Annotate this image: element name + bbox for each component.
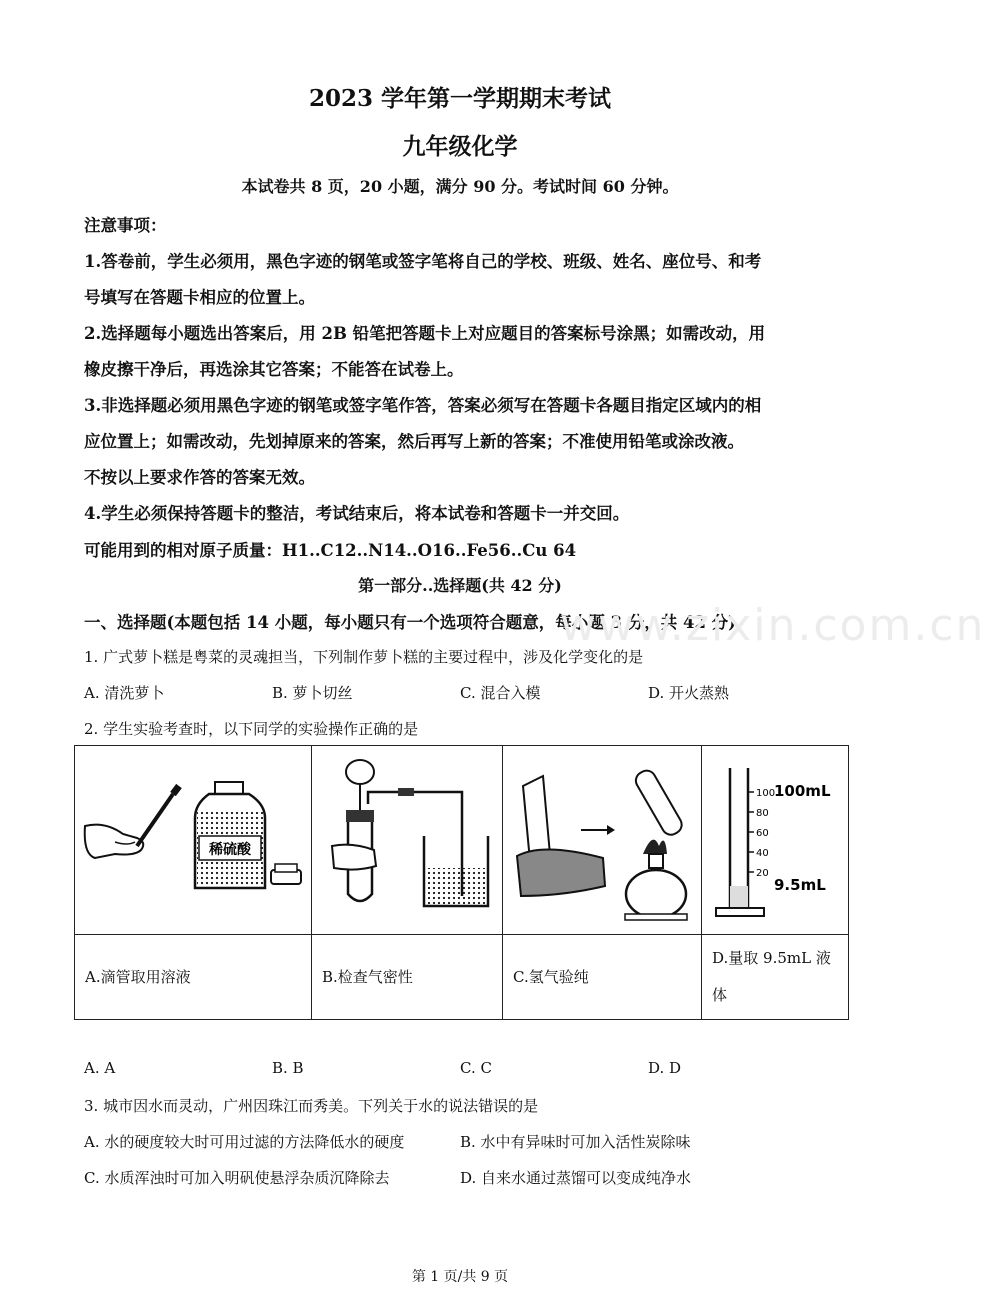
q2-option-b[interactable]: B. B: [272, 1059, 304, 1077]
notice-line: 3.非选择题必须用黑色字迹的钢笔或签字笔作答，答案必须写在答题卡各题目指定区域内的相: [84, 396, 762, 415]
figure-b-cell: [312, 746, 503, 935]
q1-option-c[interactable]: C. 混合入模: [460, 684, 541, 702]
experiment-table: [74, 745, 849, 1020]
notice-line: 4.学生必须保持答题卡的整洁，考试结束后，将本试卷和答题卡一并交回。: [84, 504, 630, 523]
dropper-bottle-illustration: [75, 746, 311, 930]
cylinder-tick-label: 60: [756, 828, 769, 839]
bottle-label: 稀硫酸: [209, 842, 251, 858]
cylinder-reading-label: 9.5mL: [774, 876, 826, 894]
caption-d: [702, 935, 849, 1020]
figure-a-cell: [75, 746, 312, 935]
q1-option-b[interactable]: B. 萝卜切丝: [272, 684, 353, 702]
caption-a: A.滴管取用溶液: [75, 935, 312, 1020]
notice-line: 号填写在答题卡相应的位置上。: [84, 288, 315, 307]
notice-line: 1.答卷前，学生必须用，黑色字迹的钢笔或签字笔将自己的学校、班级、姓名、座位号、和考: [84, 252, 762, 271]
q2-option-d[interactable]: D. D: [648, 1059, 682, 1077]
cylinder-capacity-label: 100mL: [774, 782, 831, 800]
question-3-stem: 3. 城市因水而灵动，广州因珠江而秀美。下列关于水的说法错误的是: [84, 1097, 539, 1115]
question-1-stem: 1. 广式萝卜糕是粤菜的灵魂担当，下列制作萝卜糕的主要过程中，涉及化学变化的是: [84, 648, 644, 666]
q3-option-d[interactable]: D. 自来水通过蒸馏可以变成纯净水: [460, 1169, 692, 1187]
cylinder-tick-label: 20: [756, 868, 769, 879]
q3-option-b[interactable]: B. 水中有异味时可加入活性炭除味: [460, 1133, 691, 1151]
exam-title: 2023 学年第一学期期末考试: [308, 85, 612, 112]
page-number: 第 1 页/共 9 页: [411, 1269, 509, 1285]
exam-info: 本试卷共 8 页，20 小题，满分 90 分。考试时间 60 分钟。: [241, 177, 679, 196]
notice-line: 2.选择题每小题选出答案后，用 2B 铅笔把答题卡上对应题目的答案标号涂黑；如需改动，用: [84, 324, 766, 343]
airtightness-illustration: [312, 746, 502, 930]
notice-line: 橡皮擦干净后，再选涂其它答案；不能答在试卷上。: [84, 360, 464, 379]
figure-c-cell: [503, 746, 702, 935]
q3-option-c[interactable]: C. 水质浑浊时可加入明矾使悬浮杂质沉降除去: [84, 1169, 390, 1187]
exam-subject: 九年级化学: [402, 133, 518, 160]
atomic-mass-line: 可能用到的相对原子质量：H1..C12..N14..O16..Fe56..Cu 64: [84, 541, 577, 560]
q2-option-a[interactable]: A. A: [84, 1059, 116, 1077]
caption-c: C.氢气验纯: [503, 935, 702, 1020]
figure-d-cell: [702, 746, 849, 935]
q3-option-a[interactable]: A. 水的硬度较大时可用过滤的方法降低水的硬度: [84, 1133, 405, 1151]
q2-option-c[interactable]: C. C: [460, 1059, 492, 1077]
watermark: www.zixin.com.cn: [560, 600, 985, 651]
cylinder-tick-label: 80: [756, 808, 769, 819]
caption-d-line-2: 体: [712, 986, 728, 1004]
part-title: 第一部分..选择题(共 42 分): [358, 576, 562, 595]
hydrogen-purity-test-illustration: [503, 746, 701, 930]
notice-line: 不按以上要求作答的答案无效。: [84, 468, 315, 487]
graduated-cylinder-illustration: [702, 746, 848, 930]
q1-option-d[interactable]: D. 开火蒸熟: [648, 684, 730, 702]
caption-b: B.检查气密性: [312, 935, 503, 1020]
caption-d-line-1: D.量取 9.5mL 液: [712, 949, 831, 967]
cylinder-tick-label: 40: [756, 848, 769, 859]
q1-option-a[interactable]: A. 清洗萝卜: [84, 684, 165, 702]
notice-heading: 注意事项：: [84, 216, 167, 235]
notice-line: 应位置上；如需改动，先划掉原来的答案，然后再写上新的答案；不准使用铅笔或涂改液。: [84, 432, 744, 451]
cylinder-tick-label: 100: [756, 788, 776, 799]
section-heading: 一、选择题(本题包括 14 小题，每小题只有一个选项符合题意，每小题 3 分，共 42 分): [84, 613, 736, 632]
question-2-stem: 2. 学生实验考查时，以下同学的实验操作正确的是: [84, 720, 419, 738]
